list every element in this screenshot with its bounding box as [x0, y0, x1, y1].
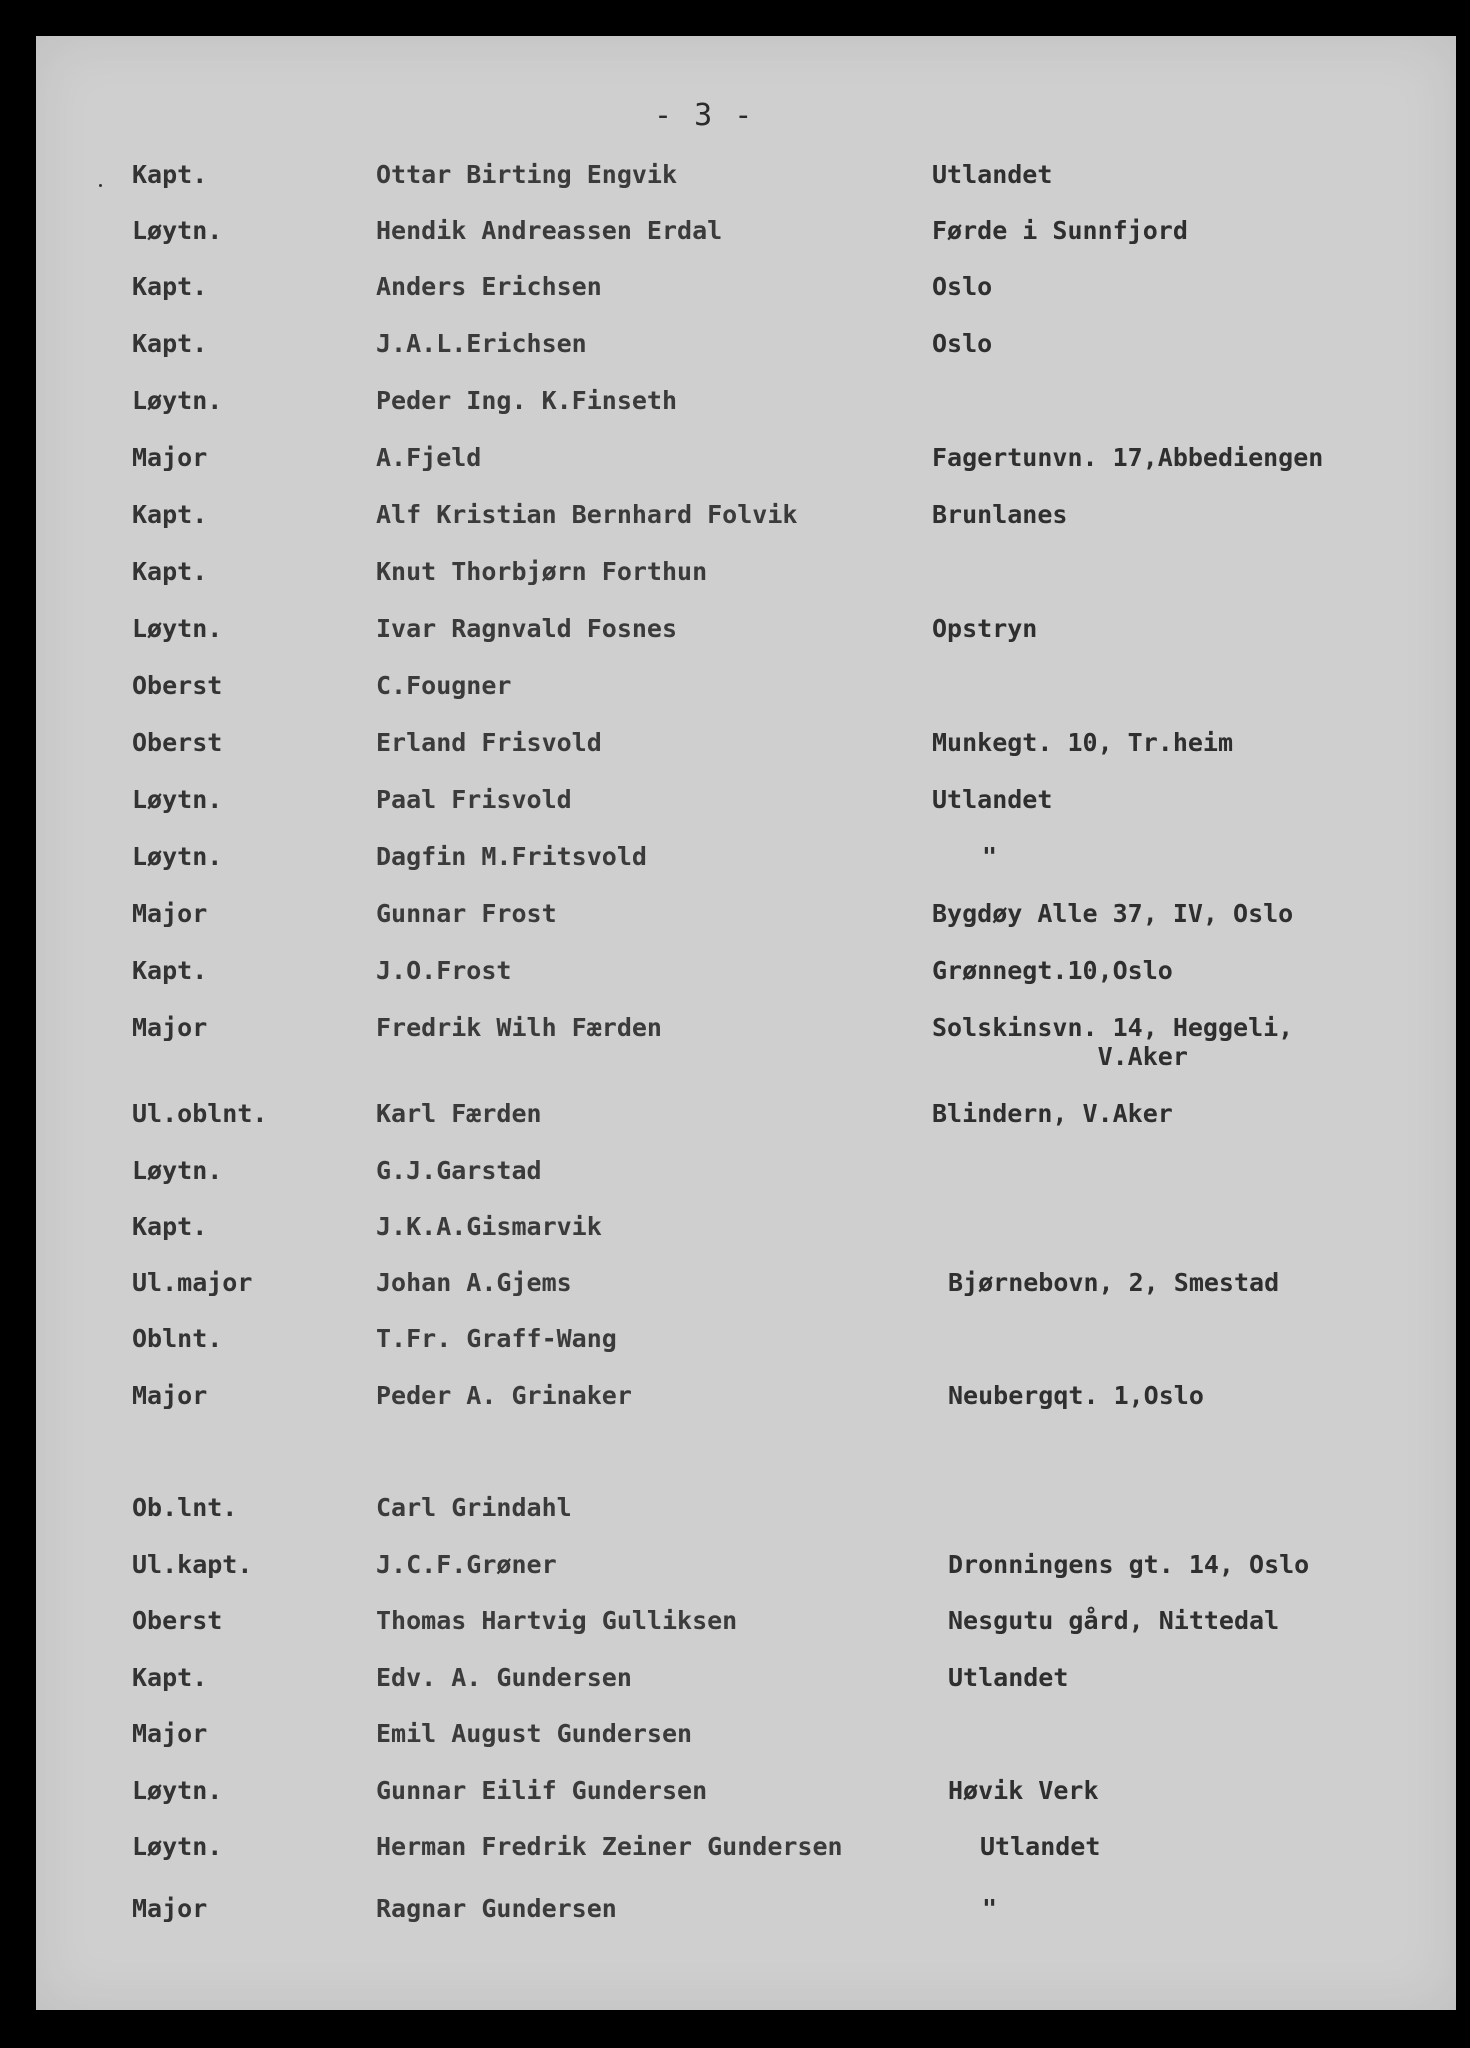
address: Utlandet [980, 1832, 1101, 1861]
person-name: J.O.Frost [376, 956, 512, 985]
person-name: Gunnar Eilif Gundersen [376, 1776, 708, 1805]
person-name: J.C.F.Grøner [376, 1550, 557, 1579]
person-name: Herman Fredrik Zeiner Gundersen [376, 1832, 843, 1861]
person-name: Ottar Birting Engvik [376, 160, 678, 189]
person-name: A.Fjeld [376, 443, 482, 472]
rank: Major [132, 1013, 208, 1042]
address: Solskinsvn. 14, Heggeli, V.Aker [932, 1013, 1294, 1071]
rank: Løytn. [132, 1832, 223, 1861]
rank: Major [132, 1719, 208, 1748]
address: Blindern, V.Aker [932, 1099, 1173, 1128]
person-name: Alf Kristian Bernhard Folvik [376, 500, 798, 529]
person-name: Johan A.Gjems [376, 1268, 572, 1297]
rank: Løytn. [132, 216, 223, 245]
person-name: J.K.A.Gismarvik [376, 1212, 602, 1241]
address: Grønnegt.10,Oslo [932, 956, 1173, 985]
rank: Ul.oblnt. [132, 1099, 268, 1128]
rank: Oberst [132, 1606, 223, 1635]
rank: Løytn. [132, 785, 223, 814]
rank: Kapt. [132, 557, 208, 586]
person-name: Edv. A. Gundersen [376, 1663, 632, 1692]
person-name: Karl Færden [376, 1099, 542, 1128]
rank: Kapt. [132, 329, 208, 358]
rank: Oberst [132, 671, 223, 700]
address: " [982, 842, 998, 871]
address: Utlandet [932, 785, 1053, 814]
address: Fagertunvn. 17,Abbediengen [932, 443, 1324, 472]
address: Bjørnebovn, 2, Smestad [948, 1268, 1280, 1297]
rank: Oblnt. [132, 1324, 223, 1353]
rank: Ul.major [132, 1268, 253, 1297]
person-name: Erland Frisvold [376, 728, 602, 757]
rank: Løytn. [132, 1776, 223, 1805]
rank: Oberst [132, 728, 223, 757]
page-number: - 3 - [654, 98, 755, 133]
document-page [36, 36, 1456, 2010]
rank: Major [132, 1894, 208, 1923]
person-name: Knut Thorbjørn Forthun [376, 557, 708, 586]
person-name: Thomas Hartvig Gulliksen [376, 1606, 738, 1635]
person-name: Ragnar Gundersen [376, 1894, 617, 1923]
address: Utlandet [948, 1663, 1069, 1692]
rank: Løytn. [132, 842, 223, 871]
rank: Kapt. [132, 500, 208, 529]
person-name: Ivar Ragnvald Fosnes [376, 614, 678, 643]
person-name: Paal Frisvold [376, 785, 572, 814]
person-name: Peder A. Grinaker [376, 1381, 632, 1410]
person-name: G.J.Garstad [376, 1156, 542, 1185]
rank: Løytn. [132, 1156, 223, 1185]
address: Oslo [932, 272, 993, 301]
rank: Kapt. [132, 956, 208, 985]
address: Brunlanes [932, 500, 1068, 529]
address: Førde i Sunnfjord [932, 216, 1188, 245]
rank: Kapt. [132, 1212, 208, 1241]
address: Oslo [932, 329, 993, 358]
person-name: J.A.L.Erichsen [376, 329, 587, 358]
person-name: Carl Grindahl [376, 1493, 572, 1522]
rank: Løytn. [132, 614, 223, 643]
address: Dronningens gt. 14, Oslo [948, 1550, 1310, 1579]
person-name: C.Fougner [376, 671, 512, 700]
address: Utlandet [932, 160, 1053, 189]
person-name: Anders Erichsen [376, 272, 602, 301]
rank: Løytn. [132, 386, 223, 415]
person-name: T.Fr. Graff-Wang [376, 1324, 617, 1353]
address: " [982, 1894, 998, 1923]
rank: Major [132, 899, 208, 928]
person-name: Emil August Gundersen [376, 1719, 693, 1748]
person-name: Gunnar Frost [376, 899, 557, 928]
rank: Major [132, 443, 208, 472]
rank: Major [132, 1381, 208, 1410]
person-name: Peder Ing. K.Finseth [376, 386, 678, 415]
person-name: Hendik Andreassen Erdal [376, 216, 723, 245]
address: Bygdøy Alle 37, IV, Oslo [932, 899, 1294, 928]
rank: Kapt. [132, 1663, 208, 1692]
person-name: Dagfin M.Fritsvold [376, 842, 647, 871]
address: Munkegt. 10, Tr.heim [932, 728, 1234, 757]
address: Neubergqt. 1,Oslo [948, 1381, 1204, 1410]
rank: Ob.lnt. [132, 1493, 238, 1522]
rank: Kapt. [132, 160, 208, 189]
margin-mark [99, 184, 102, 187]
address: Høvik Verk [948, 1776, 1099, 1805]
address: Opstryn [932, 614, 1038, 643]
person-name: Fredrik Wilh Færden [376, 1013, 662, 1042]
rank: Kapt. [132, 272, 208, 301]
rank: Ul.kapt. [132, 1550, 253, 1579]
address: Nesgutu gård, Nittedal [948, 1606, 1280, 1635]
